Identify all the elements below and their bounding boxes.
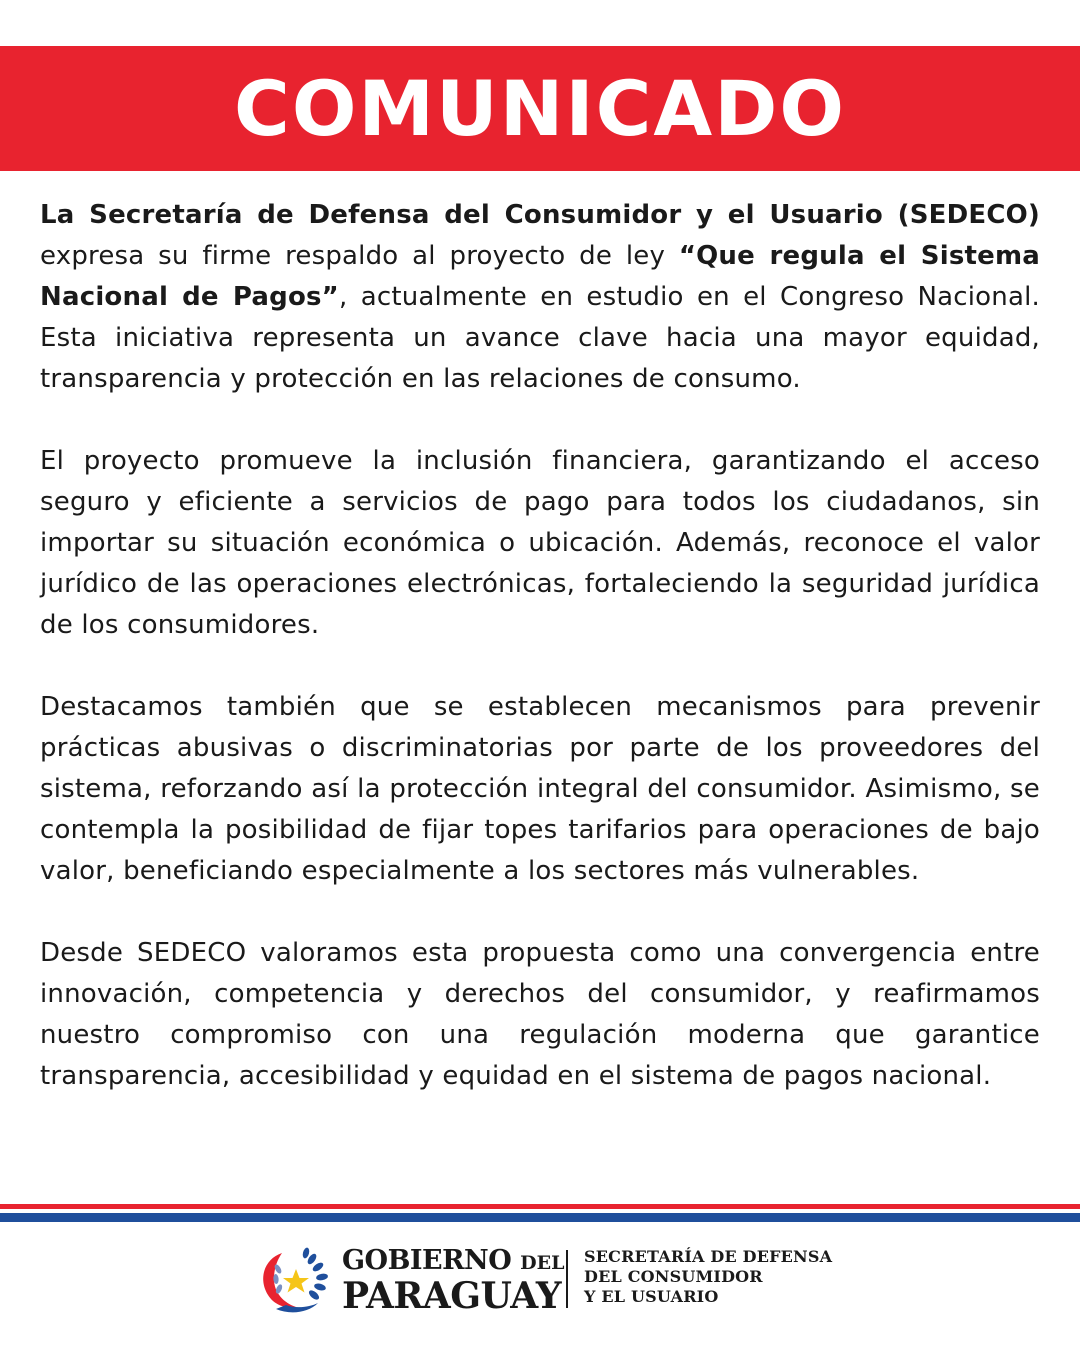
paragraph-2: El proyecto promueve la inclusión financiera, garantizando el acceso seguro y eficiente a servicios de pago para todos los ciudadanos, sin importar su situación económica o ubicación. Además, reconoce el valor jurídico de las operaciones electrónicas, fortaleciendo la seguridad jurídica de los consumidores. xyxy=(40,446,1040,640)
gov-line1: GOBIERNO xyxy=(342,1245,512,1276)
secretariat-line-3: Y EL USUARIO xyxy=(584,1287,719,1306)
secretariat-line-1: SECRETARÍA DE DEFENSA xyxy=(584,1247,833,1266)
footer-divider xyxy=(566,1250,568,1308)
paraguay-seal-icon xyxy=(256,1245,332,1315)
statement-body xyxy=(40,195,1040,1097)
secretariat-line-2: DEL CONSUMIDOR xyxy=(584,1267,763,1286)
paragraph-3: Destacamos también que se establecen mecanismos para prevenir prácticas abusivas o discriminatorias por parte de los proveedores del sistema, reforzando así la protección integral del consumidor. Asimismo, se contempla la posibilidad de fijar topes tarifarios para operaciones de bajo valor, beneficiando especialmente a los sectores más vulnerables. xyxy=(40,692,1040,886)
law-title-bold: “Que regula el Sistema Nacional de Pagos” xyxy=(40,241,1040,312)
paragraph-1-text-b: , actualmente en estudio en el Congreso Nacional. Esta iniciativa representa un avance clave hacia una mayor equidad, transparencia y protección en las relaciones de consumo. xyxy=(40,282,1040,394)
gov-line1-small: DEL xyxy=(520,1252,565,1274)
paragraph-1-text-a: expresa su firme respaldo al proyecto de ley xyxy=(40,241,679,271)
gov-line2: PARAGUAY xyxy=(342,1275,562,1317)
paragraph-4: Desde SEDECO valoramos esta propuesta como una convergencia entre innovación, competencia y derechos del consumidor, y reafirmamos nuestro compromiso con una regulación moderna que garantice transparencia, accesibilidad y equidad en el sistema de pagos nacional. xyxy=(40,938,1040,1091)
intro-bold: La Secretaría de Defensa del Consumidor y el Usuario (SEDECO) xyxy=(40,200,1040,230)
paragraph-1 xyxy=(40,195,1040,400)
page-title: COMUNICADO xyxy=(234,63,846,153)
footer-logos xyxy=(0,1240,1080,1320)
flag-stripe-blue xyxy=(0,1213,1080,1222)
secretariat-wordmark xyxy=(584,1247,832,1307)
government-wordmark xyxy=(342,1245,565,1317)
header-banner xyxy=(0,46,1080,171)
